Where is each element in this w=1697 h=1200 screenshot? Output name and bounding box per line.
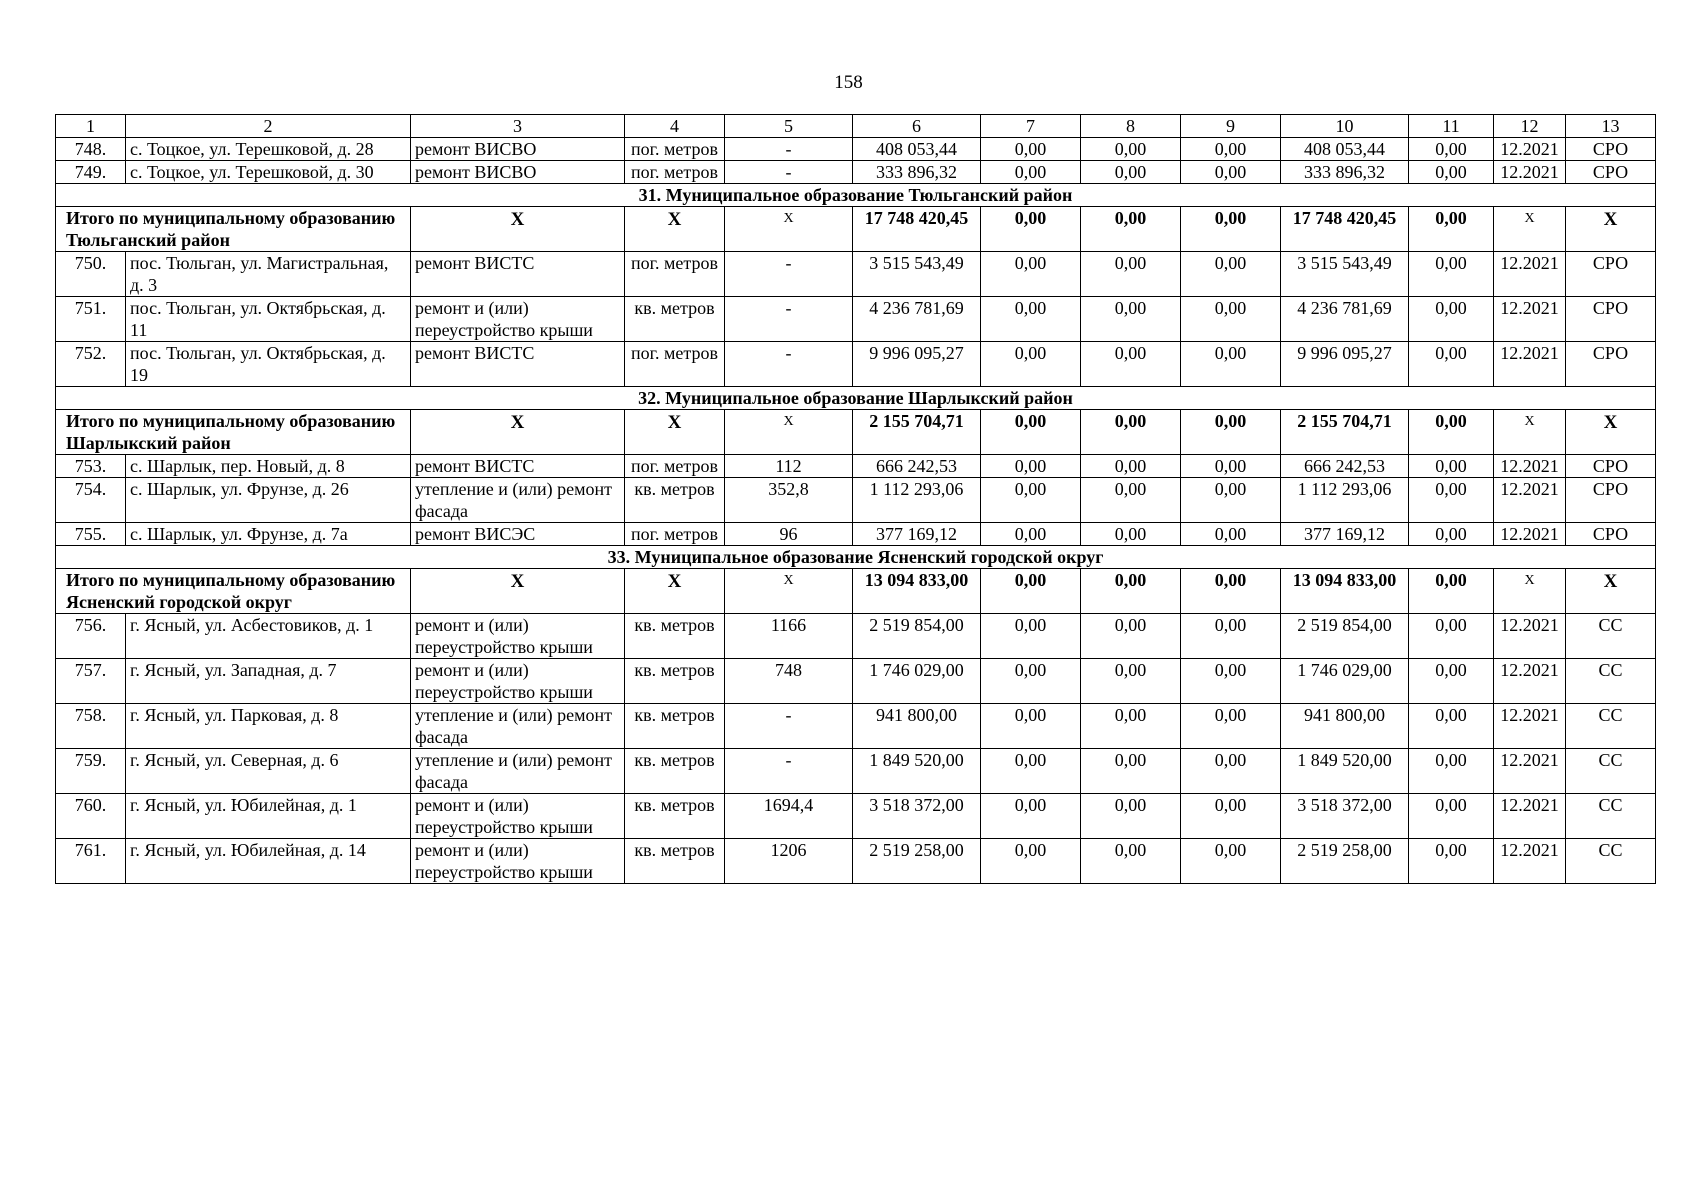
subtotal-quantity: Х — [725, 569, 853, 614]
col11-cell: 0,00 — [1409, 794, 1494, 839]
table-body — [56, 115, 1656, 884]
table-row — [56, 659, 1656, 704]
work-type-cell: ремонт ВИСТС — [411, 252, 625, 297]
deadline-cell: 12.2021 — [1494, 704, 1566, 749]
subtotal-method: Х — [1566, 207, 1656, 252]
subtotal-col9: 0,00 — [1181, 410, 1281, 455]
deadline-cell: 12.2021 — [1494, 138, 1566, 161]
total-cost-cell: 408 053,44 — [853, 138, 981, 161]
subtotal-col8: 0,00 — [1081, 569, 1181, 614]
table-row — [56, 161, 1656, 184]
unit-cell: кв. метров — [625, 749, 725, 794]
subtotal-method: Х — [1566, 410, 1656, 455]
col10-cell: 1 112 293,06 — [1281, 478, 1409, 523]
col11-cell: 0,00 — [1409, 138, 1494, 161]
row-number: 749. — [56, 161, 126, 184]
quantity-cell: 1166 — [725, 614, 853, 659]
col8-cell: 0,00 — [1081, 138, 1181, 161]
col8-cell: 0,00 — [1081, 523, 1181, 546]
subtotal-work: Х — [411, 569, 625, 614]
col10-cell: 666 242,53 — [1281, 455, 1409, 478]
col10-cell: 377 169,12 — [1281, 523, 1409, 546]
total-cost-cell: 1 112 293,06 — [853, 478, 981, 523]
work-type-cell: ремонт ВИСТС — [411, 342, 625, 387]
row-number: 760. — [56, 794, 126, 839]
subtotal-unit: Х — [625, 569, 725, 614]
row-number: 754. — [56, 478, 126, 523]
col8-cell: 0,00 — [1081, 161, 1181, 184]
subtotal-total-cost: 17 748 420,45 — [853, 207, 981, 252]
method-cell: СРО — [1566, 138, 1656, 161]
deadline-cell: 12.2021 — [1494, 749, 1566, 794]
subtotal-col9: 0,00 — [1181, 207, 1281, 252]
col10-cell: 1 746 029,00 — [1281, 659, 1409, 704]
address-cell: г. Ясный, ул. Юбилейная, д. 1 — [126, 794, 411, 839]
col7-cell: 0,00 — [981, 252, 1081, 297]
total-cost-cell: 666 242,53 — [853, 455, 981, 478]
column-header: 8 — [1081, 115, 1181, 138]
col7-cell: 0,00 — [981, 794, 1081, 839]
quantity-cell: 352,8 — [725, 478, 853, 523]
col10-cell: 4 236 781,69 — [1281, 297, 1409, 342]
column-header: 5 — [725, 115, 853, 138]
col11-cell: 0,00 — [1409, 704, 1494, 749]
col10-cell: 408 053,44 — [1281, 138, 1409, 161]
deadline-cell: 12.2021 — [1494, 297, 1566, 342]
subtotal-label: Итого по муниципальному образованию Тюльганский район — [56, 207, 411, 252]
total-cost-cell: 9 996 095,27 — [853, 342, 981, 387]
col7-cell: 0,00 — [981, 704, 1081, 749]
address-cell: г. Ясный, ул. Парковая, д. 8 — [126, 704, 411, 749]
address-cell: пос. Тюльган, ул. Магистральная, д. 3 — [126, 252, 411, 297]
table-row — [56, 523, 1656, 546]
subtotal-col7: 0,00 — [981, 410, 1081, 455]
deadline-cell: 12.2021 — [1494, 252, 1566, 297]
col11-cell: 0,00 — [1409, 749, 1494, 794]
subtotal-deadline: Х — [1494, 207, 1566, 252]
work-type-cell: ремонт и (или) переустройство крыши — [411, 614, 625, 659]
quantity-cell: - — [725, 749, 853, 794]
quantity-cell: - — [725, 704, 853, 749]
table-row — [56, 749, 1656, 794]
deadline-cell: 12.2021 — [1494, 342, 1566, 387]
subtotal-label: Итого по муниципальному образованию Шарлыкский район — [56, 410, 411, 455]
total-cost-cell: 4 236 781,69 — [853, 297, 981, 342]
table-row — [56, 704, 1656, 749]
subtotal-method: Х — [1566, 569, 1656, 614]
row-number: 755. — [56, 523, 126, 546]
col7-cell: 0,00 — [981, 138, 1081, 161]
address-cell: с. Тоцкое, ул. Терешковой, д. 28 — [126, 138, 411, 161]
col8-cell: 0,00 — [1081, 839, 1181, 884]
col11-cell: 0,00 — [1409, 478, 1494, 523]
subtotal-row — [56, 410, 1656, 455]
total-cost-cell: 3 518 372,00 — [853, 794, 981, 839]
col10-cell: 3 515 543,49 — [1281, 252, 1409, 297]
unit-cell: кв. метров — [625, 839, 725, 884]
unit-cell: пог. метров — [625, 252, 725, 297]
row-number: 753. — [56, 455, 126, 478]
unit-cell: кв. метров — [625, 478, 725, 523]
subtotal-col7: 0,00 — [981, 207, 1081, 252]
address-cell: с. Шарлык, ул. Фрунзе, д. 7а — [126, 523, 411, 546]
address-cell: г. Ясный, ул. Юбилейная, д. 14 — [126, 839, 411, 884]
row-number: 761. — [56, 839, 126, 884]
col8-cell: 0,00 — [1081, 455, 1181, 478]
address-cell: г. Ясный, ул. Асбестовиков, д. 1 — [126, 614, 411, 659]
col9-cell: 0,00 — [1181, 455, 1281, 478]
subtotal-total-cost: 13 094 833,00 — [853, 569, 981, 614]
method-cell: СРО — [1566, 297, 1656, 342]
total-cost-cell: 941 800,00 — [853, 704, 981, 749]
subtotal-col11: 0,00 — [1409, 207, 1494, 252]
col9-cell: 0,00 — [1181, 252, 1281, 297]
work-type-cell: утепление и (или) ремонт фасада — [411, 749, 625, 794]
total-cost-cell: 1 849 520,00 — [853, 749, 981, 794]
deadline-cell: 12.2021 — [1494, 614, 1566, 659]
deadline-cell: 12.2021 — [1494, 794, 1566, 839]
quantity-cell: - — [725, 161, 853, 184]
col8-cell: 0,00 — [1081, 297, 1181, 342]
column-header: 1 — [56, 115, 126, 138]
work-type-cell: утепление и (или) ремонт фасада — [411, 704, 625, 749]
method-cell: СС — [1566, 659, 1656, 704]
subtotal-col8: 0,00 — [1081, 207, 1181, 252]
unit-cell: пог. метров — [625, 161, 725, 184]
quantity-cell: 1206 — [725, 839, 853, 884]
unit-cell: кв. метров — [625, 704, 725, 749]
unit-cell: кв. метров — [625, 614, 725, 659]
address-cell: пос. Тюльган, ул. Октябрьская, д. 11 — [126, 297, 411, 342]
deadline-cell: 12.2021 — [1494, 523, 1566, 546]
column-header: 11 — [1409, 115, 1494, 138]
table-row — [56, 297, 1656, 342]
subtotal-unit: Х — [625, 207, 725, 252]
col7-cell: 0,00 — [981, 161, 1081, 184]
address-cell: с. Шарлык, ул. Фрунзе, д. 26 — [126, 478, 411, 523]
section-header-row — [56, 387, 1656, 410]
subtotal-deadline: Х — [1494, 410, 1566, 455]
subtotal-row — [56, 207, 1656, 252]
total-cost-cell: 2 519 854,00 — [853, 614, 981, 659]
unit-cell: кв. метров — [625, 659, 725, 704]
unit-cell: кв. метров — [625, 297, 725, 342]
section-title: 31. Муниципальное образование Тюльганский район — [56, 184, 1656, 207]
table-row — [56, 252, 1656, 297]
quantity-cell: 112 — [725, 455, 853, 478]
col11-cell: 0,00 — [1409, 161, 1494, 184]
subtotal-row — [56, 569, 1656, 614]
subtotal-col9: 0,00 — [1181, 569, 1281, 614]
col10-cell: 2 519 854,00 — [1281, 614, 1409, 659]
total-cost-cell: 3 515 543,49 — [853, 252, 981, 297]
total-cost-cell: 2 519 258,00 — [853, 839, 981, 884]
row-number: 756. — [56, 614, 126, 659]
column-header: 10 — [1281, 115, 1409, 138]
section-title: 33. Муниципальное образование Ясненский городской округ — [56, 546, 1656, 569]
deadline-cell: 12.2021 — [1494, 161, 1566, 184]
col9-cell: 0,00 — [1181, 839, 1281, 884]
subtotal-work: Х — [411, 410, 625, 455]
table-row — [56, 839, 1656, 884]
col9-cell: 0,00 — [1181, 794, 1281, 839]
col7-cell: 0,00 — [981, 523, 1081, 546]
quantity-cell: - — [725, 138, 853, 161]
work-type-cell: ремонт ВИСВО — [411, 161, 625, 184]
col9-cell: 0,00 — [1181, 749, 1281, 794]
col7-cell: 0,00 — [981, 297, 1081, 342]
table-row — [56, 455, 1656, 478]
column-header: 4 — [625, 115, 725, 138]
col7-cell: 0,00 — [981, 659, 1081, 704]
col9-cell: 0,00 — [1181, 659, 1281, 704]
col9-cell: 0,00 — [1181, 614, 1281, 659]
col8-cell: 0,00 — [1081, 749, 1181, 794]
unit-cell: кв. метров — [625, 794, 725, 839]
address-cell: с. Тоцкое, ул. Терешковой, д. 30 — [126, 161, 411, 184]
col11-cell: 0,00 — [1409, 659, 1494, 704]
row-number: 752. — [56, 342, 126, 387]
col10-cell: 2 519 258,00 — [1281, 839, 1409, 884]
col9-cell: 0,00 — [1181, 138, 1281, 161]
address-cell: пос. Тюльган, ул. Октябрьская, д. 19 — [126, 342, 411, 387]
subtotal-total-cost: 2 155 704,71 — [853, 410, 981, 455]
work-type-cell: ремонт и (или) переустройство крыши — [411, 794, 625, 839]
method-cell: СС — [1566, 839, 1656, 884]
quantity-cell: - — [725, 252, 853, 297]
column-header: 9 — [1181, 115, 1281, 138]
quantity-cell: - — [725, 297, 853, 342]
col7-cell: 0,00 — [981, 749, 1081, 794]
subtotal-col10: 2 155 704,71 — [1281, 410, 1409, 455]
table-row — [56, 794, 1656, 839]
total-cost-cell: 333 896,32 — [853, 161, 981, 184]
method-cell: СРО — [1566, 478, 1656, 523]
section-title: 32. Муниципальное образование Шарлыкский район — [56, 387, 1656, 410]
col8-cell: 0,00 — [1081, 794, 1181, 839]
row-number: 759. — [56, 749, 126, 794]
column-header: 7 — [981, 115, 1081, 138]
unit-cell: пог. метров — [625, 523, 725, 546]
page-number: 158 — [834, 72, 863, 93]
subtotal-col8: 0,00 — [1081, 410, 1181, 455]
row-number: 748. — [56, 138, 126, 161]
col11-cell: 0,00 — [1409, 297, 1494, 342]
col8-cell: 0,00 — [1081, 614, 1181, 659]
quantity-cell: 748 — [725, 659, 853, 704]
work-type-cell: ремонт и (или) переустройство крыши — [411, 659, 625, 704]
col9-cell: 0,00 — [1181, 478, 1281, 523]
total-cost-cell: 1 746 029,00 — [853, 659, 981, 704]
col10-cell: 333 896,32 — [1281, 161, 1409, 184]
table-row — [56, 478, 1656, 523]
subtotal-work: Х — [411, 207, 625, 252]
method-cell: СС — [1566, 614, 1656, 659]
subtotal-label: Итого по муниципальному образованию Ясненский городской округ — [56, 569, 411, 614]
col11-cell: 0,00 — [1409, 523, 1494, 546]
col8-cell: 0,00 — [1081, 478, 1181, 523]
work-type-cell: ремонт и (или) переустройство крыши — [411, 297, 625, 342]
method-cell: СРО — [1566, 252, 1656, 297]
subtotal-quantity: Х — [725, 410, 853, 455]
section-header-row — [56, 184, 1656, 207]
col8-cell: 0,00 — [1081, 252, 1181, 297]
table-row — [56, 614, 1656, 659]
method-cell: СРО — [1566, 523, 1656, 546]
work-type-cell: ремонт ВИСТС — [411, 455, 625, 478]
col10-cell: 941 800,00 — [1281, 704, 1409, 749]
column-header: 13 — [1566, 115, 1656, 138]
subtotal-col10: 13 094 833,00 — [1281, 569, 1409, 614]
work-type-cell: ремонт ВИСВО — [411, 138, 625, 161]
unit-cell: пог. метров — [625, 138, 725, 161]
work-type-cell: ремонт ВИСЭС — [411, 523, 625, 546]
col9-cell: 0,00 — [1181, 297, 1281, 342]
col11-cell: 0,00 — [1409, 455, 1494, 478]
column-header: 2 — [126, 115, 411, 138]
col9-cell: 0,00 — [1181, 161, 1281, 184]
col10-cell: 1 849 520,00 — [1281, 749, 1409, 794]
method-cell: СРО — [1566, 161, 1656, 184]
deadline-cell: 12.2021 — [1494, 839, 1566, 884]
table-row — [56, 138, 1656, 161]
capital-repair-table — [55, 114, 1656, 884]
address-cell: г. Ясный, ул. Западная, д. 7 — [126, 659, 411, 704]
col8-cell: 0,00 — [1081, 659, 1181, 704]
subtotal-quantity: Х — [725, 207, 853, 252]
col11-cell: 0,00 — [1409, 839, 1494, 884]
col7-cell: 0,00 — [981, 342, 1081, 387]
unit-cell: пог. метров — [625, 455, 725, 478]
subtotal-deadline: Х — [1494, 569, 1566, 614]
address-cell: с. Шарлык, пер. Новый, д. 8 — [126, 455, 411, 478]
quantity-cell: - — [725, 342, 853, 387]
col7-cell: 0,00 — [981, 839, 1081, 884]
row-number: 750. — [56, 252, 126, 297]
col7-cell: 0,00 — [981, 455, 1081, 478]
col7-cell: 0,00 — [981, 478, 1081, 523]
column-header: 6 — [853, 115, 981, 138]
column-header: 3 — [411, 115, 625, 138]
unit-cell: пог. метров — [625, 342, 725, 387]
col11-cell: 0,00 — [1409, 342, 1494, 387]
method-cell: СС — [1566, 749, 1656, 794]
col9-cell: 0,00 — [1181, 704, 1281, 749]
col8-cell: 0,00 — [1081, 704, 1181, 749]
address-cell: г. Ясный, ул. Северная, д. 6 — [126, 749, 411, 794]
subtotal-col10: 17 748 420,45 — [1281, 207, 1409, 252]
section-header-row — [56, 546, 1656, 569]
deadline-cell: 12.2021 — [1494, 478, 1566, 523]
subtotal-col11: 0,00 — [1409, 410, 1494, 455]
row-number: 751. — [56, 297, 126, 342]
col7-cell: 0,00 — [981, 614, 1081, 659]
col10-cell: 9 996 095,27 — [1281, 342, 1409, 387]
method-cell: СС — [1566, 794, 1656, 839]
col11-cell: 0,00 — [1409, 614, 1494, 659]
col9-cell: 0,00 — [1181, 342, 1281, 387]
total-cost-cell: 377 169,12 — [853, 523, 981, 546]
table-row — [56, 342, 1656, 387]
subtotal-col11: 0,00 — [1409, 569, 1494, 614]
quantity-cell: 1694,4 — [725, 794, 853, 839]
col11-cell: 0,00 — [1409, 252, 1494, 297]
col10-cell: 3 518 372,00 — [1281, 794, 1409, 839]
col8-cell: 0,00 — [1081, 342, 1181, 387]
col9-cell: 0,00 — [1181, 523, 1281, 546]
column-header: 12 — [1494, 115, 1566, 138]
subtotal-col7: 0,00 — [981, 569, 1081, 614]
row-number: 758. — [56, 704, 126, 749]
method-cell: СРО — [1566, 455, 1656, 478]
column-header-row — [56, 115, 1656, 138]
work-type-cell: ремонт и (или) переустройство крыши — [411, 839, 625, 884]
row-number: 757. — [56, 659, 126, 704]
work-type-cell: утепление и (или) ремонт фасада — [411, 478, 625, 523]
deadline-cell: 12.2021 — [1494, 659, 1566, 704]
method-cell: СРО — [1566, 342, 1656, 387]
method-cell: СС — [1566, 704, 1656, 749]
subtotal-unit: Х — [625, 410, 725, 455]
quantity-cell: 96 — [725, 523, 853, 546]
deadline-cell: 12.2021 — [1494, 455, 1566, 478]
